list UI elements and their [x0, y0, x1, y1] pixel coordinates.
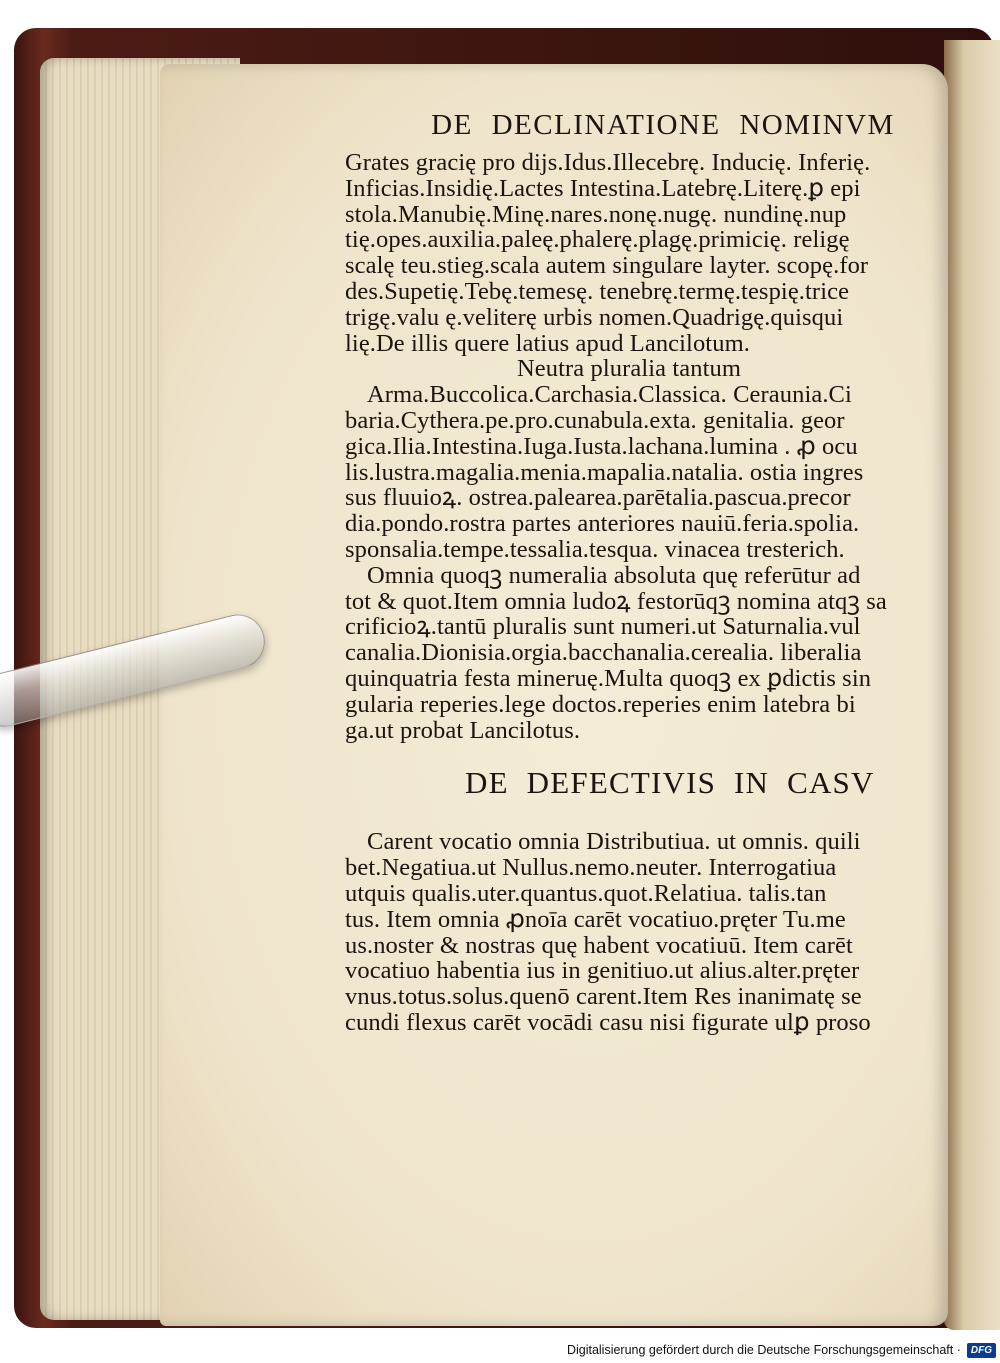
- text-line: scalę teu.stieg.scala autem singulare layter. scopę.for: [345, 252, 869, 280]
- text-line: vocatiuo habentia ius in genitiuo.ut alius.alter.pręter: [345, 957, 860, 985]
- digitization-footer: [567, 1339, 996, 1361]
- text-line: vnus.totus.solus.quenō carent.Item Res inanimatę se: [345, 983, 862, 1011]
- paragraph-3: [345, 563, 941, 744]
- text-line: sus fluuioꝝ. ostrea.palearea.parētalia.pascua.precor: [345, 484, 851, 512]
- text-line: cundi flexus carēt vocādi casu nisi figurate ulꝑ proso: [345, 1008, 871, 1036]
- text-line: tus. Item omnia ꝓnoīa carēt vocatiuo.pręter Tu.me: [345, 905, 846, 933]
- text-line: gularia reperies.lege doctos.reperies enim latebra bi: [345, 690, 856, 718]
- text-line: lię.De illis quere latius apud Lancilotum.: [345, 329, 750, 357]
- text-line: ga.ut probat Lancilotus.: [345, 716, 581, 744]
- text-line: gica.Ilia.Intestina.Iuga.Iusta.lachana.lumina . ꝓ ocu: [345, 432, 858, 460]
- paragraph-1: [345, 150, 941, 356]
- text-line: canalia.Dionisia.orgia.bacchanalia.cerealia. liberalia: [345, 639, 862, 667]
- text-line: Inficias.Insidię.Lactes Intestina.Latebrę.Literę.ꝑ epi: [345, 174, 861, 202]
- text-line: sponsalia.tempe.tessalia.tesqua. vinacea tresterich.: [345, 535, 845, 563]
- text-line: Arma.Buccolica.Carchasia.Classica. Ceraunia.Ci: [367, 381, 852, 409]
- footer-text: Digitalisierung gefördert durch die Deutsche Forschungsgemeinschaft ·: [566, 1343, 961, 1357]
- page-text: [345, 108, 941, 1036]
- text-line: quinquatria festa mineruę.Multa quoqꝫ ex ꝑdictis sin: [345, 664, 872, 692]
- text-line: lis.lustra.magalia.menia.mapalia.natalia. ostia ingres: [345, 458, 864, 486]
- text-line: des.Supetię.Tebę.temesę. tenebrę.termę.tespię.trice: [345, 277, 850, 305]
- subheading-neutra: Neutra pluralia tantum: [517, 355, 741, 383]
- text-line: us.noster & nostras quę habent vocatiuū. Item carēt: [345, 931, 853, 959]
- text-line: tię.opes.auxilia.paleę.phalerę.plagę.primicię. religę: [345, 226, 850, 254]
- text-line: stola.Manubię.Minę.nares.nonę.nugę. nundinę.nup: [345, 200, 847, 228]
- text-line: Carent vocatio omnia Distributiua. ut omnis. quili: [367, 828, 861, 856]
- heading-declination: DE DECLINATIONE NOMINVM: [431, 109, 895, 141]
- text-line: bet.Negatiua.ut Nullus.nemo.neuter. Interrogatiua: [345, 854, 837, 882]
- text-line: Grates gracię pro dijs.Idus.Illecebrę. Inducię. Inferię.: [345, 149, 871, 176]
- dfg-logo-icon: DFG: [967, 1343, 996, 1358]
- text-line: dia.pondo.rostra partes anteriores nauiū.feria.spolia.: [345, 510, 860, 538]
- text-line: baria.Cythera.pe.pro.cunabula.exta. genitalia. geor: [345, 406, 845, 434]
- text-line: Omnia quoqꝫ numeralia absoluta quę referūtur ad: [367, 561, 861, 589]
- facing-page-edge: [944, 40, 1000, 1330]
- text-line: tot & quot.Item omnia ludoꝝ festorūqꝫ nomina atqꝫ sa: [345, 587, 887, 615]
- text-line: utquis qualis.uter.quantus.quot.Relatiua. talis.tan: [345, 879, 827, 907]
- text-line: crificioꝝ.tantū pluralis sunt numeri.ut Saturnalia.vul: [345, 613, 861, 641]
- paragraph-4: [345, 829, 941, 1035]
- text-line: trigę.valu ę.veliterę urbis nomen.Quadrigę.quisqui: [345, 303, 844, 331]
- heading-defectivis: DE DEFECTIVIS IN CASV: [465, 765, 875, 801]
- paragraph-2: [345, 382, 941, 563]
